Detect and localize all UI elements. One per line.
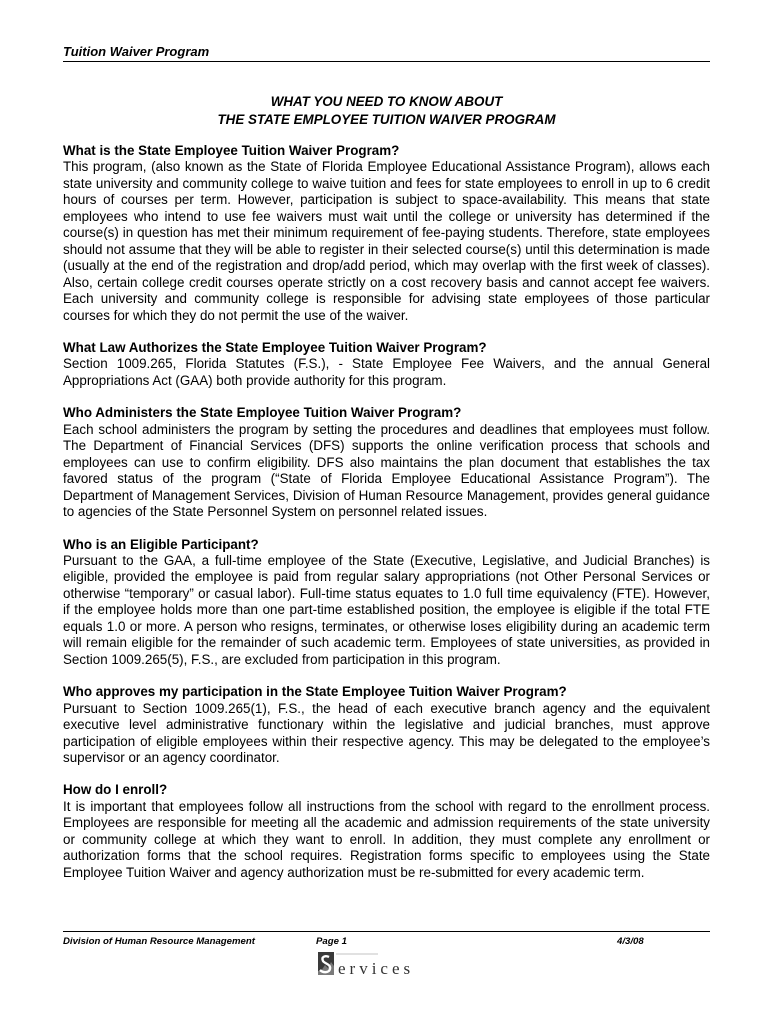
footer-division: Division of Human Resource Management: [63, 936, 255, 947]
section-paragraph: This program, (also known as the State of Florida Employee Educational Assistance Program), allows each state university and community college to waive tuition and fees for state employees to enroll in up to 6 credit hours of courses per term. However, participation is subject to space-availability. This means that state employees who intend to use fee waivers must wait until the college or university has determined if the course(s) in question has met their minimum requirement of fee-paying students. Therefore, state employees should not assume that they will be able to register in their selected course(s) until this determination is made (usually at the end of the registration and drop/add period, which may overlap with the first week of classes). Also, certain college credit courses operate strictly on a cost recovery basis and cannot accept fee waivers. Each university and community college is responsible for advising state employees of those particular courses for which they do not permit the use of the waiver.: [63, 159, 710, 323]
running-header: Tuition Waiver Program: [63, 44, 210, 59]
footer-date: 4/3/08: [617, 936, 644, 947]
document-body: [63, 143, 710, 897]
footer-divider: [63, 931, 710, 932]
footer-page-number: Page 1: [316, 936, 347, 947]
section-paragraph: Section 1009.265, Florida Statutes (F.S.), - State Employee Fee Waivers, and the annual General Appropriations Act (GAA) both provide authority for this program.: [63, 356, 710, 388]
dms-services-logo: [318, 948, 452, 978]
section-heading: Who Administers the State Employee Tuition Waiver Program?: [63, 405, 462, 421]
section-how-enroll: [63, 782, 710, 881]
section-heading: What is the State Employee Tuition Waiver Program?: [63, 143, 400, 158]
document-title-line-1: WHAT YOU NEED TO KNOW ABOUT: [270, 94, 503, 109]
document-title: [63, 93, 710, 129]
logo-wordmark: ervices: [338, 959, 415, 978]
section-eligible-participant: [63, 537, 710, 669]
section-paragraph: It is important that employees follow all instructions from the school with regard to the enrollment process. Employees are responsible for meeting all the academic and admission requirements of the state university or community college at which they want to enroll. In addition, they must complete any enrollment or authorization forms that the school requires. Registration forms specific to employees using the State Employee Tuition Waiver and agency authorization must be re-submitted for every academic term.: [63, 798, 710, 880]
section-paragraph: Pursuant to the GAA, a full-time employee of the State (Executive, Legislative, and Judicial Branches) is eligible, provided the employee is paid from regular salary appropriations (not Other Personal Services or otherwise “temporary” or casual labor). Full-time status equates to 1.0 full time equivalency (FTE). However, if the employee holds more than one part-time established position, the employee is eligible if the total FTE equals 1.0 or more. A person who resigns, terminates, or otherwise loses eligibility during an academic term will remain eligible for the remainder of such academic term. Employees of state universities, as provided in Section 1009.265(5), F.S., are excluded from participation in this program.: [63, 552, 710, 667]
section-heading: Who is an Eligible Participant?: [63, 536, 259, 552]
section-who-administers: [63, 405, 710, 520]
header-divider: [63, 61, 710, 62]
section-law-authorizes: [63, 340, 710, 389]
document-title-line-2: THE STATE EMPLOYEE TUITION WAIVER PROGRAM: [217, 112, 556, 127]
section-heading: How do I enroll?: [63, 782, 168, 798]
section-who-approves: [63, 684, 710, 766]
section-heading: What Law Authorizes the State Employee Tuition Waiver Program?: [63, 339, 487, 355]
section-what-is-program: [63, 143, 710, 324]
section-heading: Who approves my participation in the State Employee Tuition Waiver Program?: [63, 684, 567, 700]
section-paragraph: Pursuant to Section 1009.265(1), F.S., the head of each executive branch agency and the equivalent executive level administrative functionary within the legislative and judicial branches, must approve participation of eligible employees within their respective agency. This may be delegated to the employee’s supervisor or an agency coordinator.: [63, 700, 710, 765]
section-paragraph: Each school administers the program by setting the procedures and deadlines that employees must follow. The Department of Financial Services (DFS) supports the online verification process that schools and employees can use to confirm eligibility. DFS also maintains the plan document that establishes the tax favored status of the program (“State of Florida Employee Educational Assistance Program”). The Department of Management Services, Division of Human Resource Management, provides general guidance to agencies of the State Personnel System on personnel related issues.: [63, 421, 710, 520]
